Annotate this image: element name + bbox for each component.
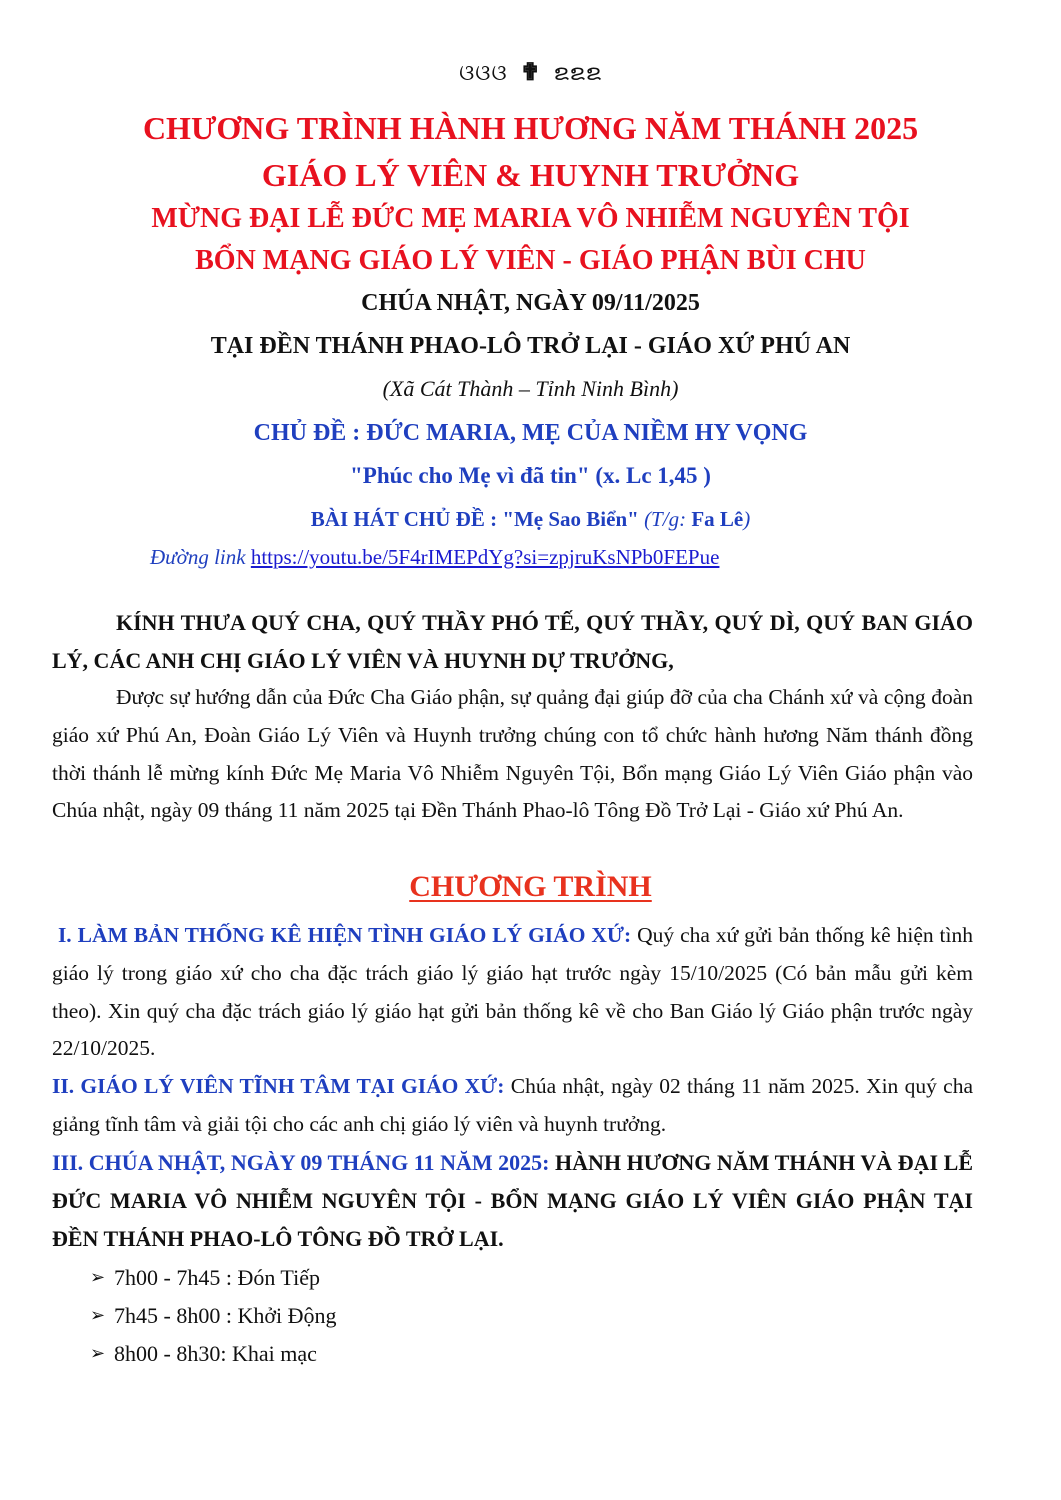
section-1 — [52, 917, 973, 1068]
section-2 — [52, 1068, 973, 1144]
program-heading-text: CHƯƠNG TRÌNH — [409, 870, 652, 903]
theme-song-author-label: (T/g: — [644, 507, 687, 531]
theme-title: CHỦ ĐỀ : ĐỨC MARIA, MẸ CỦA NIỀM HY VỌNG — [253, 420, 808, 446]
intro-paragraph — [52, 679, 973, 830]
event-address: (Xã Cát Thành – Tỉnh Ninh Bình) — [382, 376, 679, 401]
section-3-body: HÀNH HƯƠNG NĂM THÁNH VÀ ĐẠI LỄ ĐỨC MARIA VÔ NHIỄM NGUYÊN TỘI - BỔN MẠNG GIÁO LÝ VIÊN GIÁO PHẬN TẠI ĐỀN THÁNH PHAO-LÔ TÔNG ĐỒ TRỞ LẠI. — [52, 1150, 973, 1251]
section-2-heading: II. GIÁO LÝ VIÊN TĨNH TÂM TẠI GIÁO XỨ: — [52, 1074, 505, 1098]
arrow-bullet-icon: ➢ — [90, 1304, 106, 1325]
theme-song — [0, 507, 1061, 532]
title-line-1: CHƯƠNG TRÌNH HÀNH HƯƠNG NĂM THÁNH 2025 — [142, 110, 919, 146]
theme-song-close: ) — [743, 507, 751, 531]
greeting-text: KÍNH THƯA QUÝ CHA, QUÝ THẦY PHÓ TẾ, QUÝ THẦY, QUÝ DÌ, QUÝ BAN GIÁO LÝ, CÁC ANH CHỊ GIÁO LÝ VIÊN VÀ HUYNH DỰ TRƯỞNG, — [52, 610, 973, 673]
schedule-item-text: 7h45 - 8h00 : Khởi Động — [114, 1302, 337, 1328]
greeting — [52, 604, 973, 680]
schedule-list — [90, 1259, 336, 1372]
ornament-divider — [0, 58, 1061, 87]
theme-song-author: Fa Lê — [691, 507, 744, 531]
schedule-item — [90, 1259, 336, 1297]
title-line-3: MỪNG ĐẠI LỄ ĐỨC MẸ MARIA VÔ NHIỄM NGUYÊN TỘI — [151, 203, 910, 234]
event-venue: TẠI ĐỀN THÁNH PHAO-LÔ TRỞ LẠI - GIÁO XỨ PHÚ AN — [210, 333, 851, 359]
section-1-heading: I. LÀM BẢN THỐNG KÊ HIỆN TÌNH GIÁO LÝ GIÁO XỨ: — [57, 923, 632, 947]
intro-text: Được sự hướng dẫn của Đức Cha Giáo phận, sự quảng đại giúp đỡ của cha Chánh xứ và cộng đoàn giáo xứ Phú An, Đoàn Giáo Lý Viên và Huynh trưởng chúng con tổ chức hành hương Năm thánh đồng thời thánh lễ mừng kính Đức Mẹ Maria Vô Nhiễm Nguyên Tội, Bổn mạng Giáo Lý Viên Giáo phận vào Chúa nhật, ngày 09 tháng 11 năm 2025 tại Đền Thánh Phao-lô Tông Đồ Trở Lại - Giáo xứ Phú An. — [52, 685, 973, 823]
title-line-2: GIÁO LÝ VIÊN & HUYNH TRƯỞNG — [261, 157, 800, 193]
link-label: Đường link — [150, 545, 246, 569]
section-2-body: Chúa nhật, ngày 02 tháng 11 năm 2025. Xin quý cha giảng tĩnh tâm và giải tội cho các anh chị giáo lý viên và huynh trưởng. — [52, 1074, 973, 1136]
section-3-heading: III. CHÚA NHẬT, NGÀY 09 THÁNG 11 NĂM 2025: — [52, 1150, 550, 1175]
program-heading — [0, 870, 1061, 904]
schedule-item-text: 8h00 - 8h30: Khai mạc — [114, 1340, 317, 1366]
section-1-body: Quý cha xứ gửi bản thống kê hiện tình giáo lý trong giáo xứ cho cha đặc trách giáo lý giáo hạt trước ngày 15/10/2025 (Có bản mẫu gửi kèm theo). Xin quý cha đặc trách giáo lý giáo hạt gửi bản thống kê về cho Ban Giáo lý Giáo phận trước ngày 22/10/2025. — [52, 923, 973, 1061]
schedule-item — [90, 1297, 336, 1335]
section-3 — [52, 1144, 973, 1257]
theme-quote: "Phúc cho Mẹ vì đã tin" (x. Lc 1,45 ) — [350, 463, 711, 488]
arrow-bullet-icon: ➢ — [90, 1342, 106, 1363]
scroll-ornament-right-icon: ຂຂຂ — [553, 60, 602, 85]
scroll-ornament-left-icon: ଓଓଓ — [459, 60, 508, 85]
theme-song-title: BÀI HÁT CHỦ ĐỀ : "Mẹ Sao Biển" — [310, 507, 639, 531]
schedule-item — [90, 1335, 336, 1373]
event-date: CHÚA NHẬT, NGÀY 09/11/2025 — [361, 290, 700, 316]
arrow-bullet-icon: ➢ — [90, 1267, 106, 1287]
theme-link-row — [150, 545, 719, 570]
schedule-item-text: 7h00 - 7h45 : Đón Tiếp — [114, 1265, 320, 1290]
title-line-4: BỔN MẠNG GIÁO LÝ VIÊN - GIÁO PHẬN BÙI CHU — [195, 245, 866, 276]
youtube-link[interactable]: https://youtu.be/5F4rIMEPdYg?si=zpjruKsNPb0FEPue — [250, 545, 720, 569]
cross-icon: ✟ — [520, 60, 542, 86]
